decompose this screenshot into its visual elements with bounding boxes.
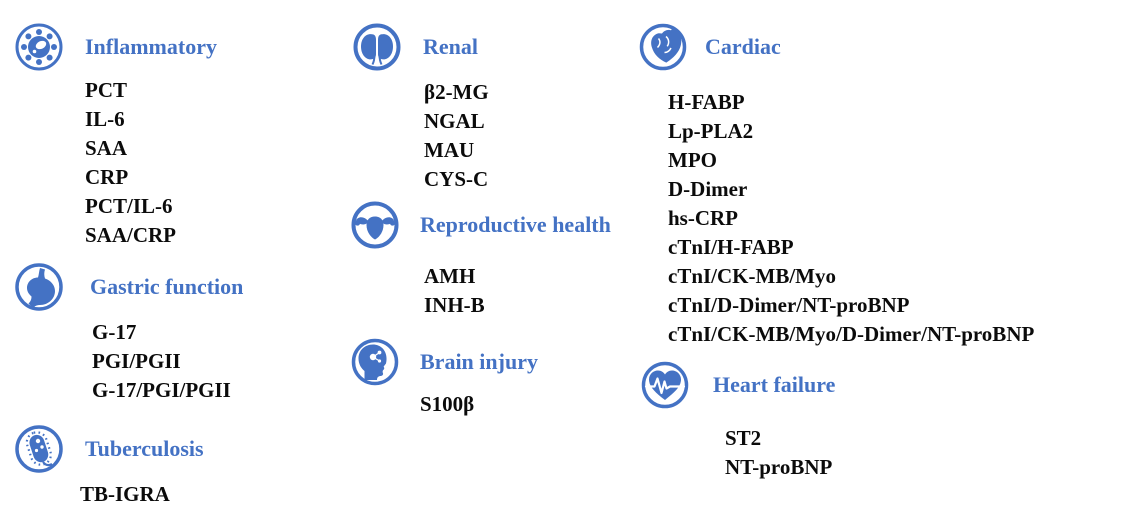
section-header bbox=[350, 200, 611, 250]
marker-item: MAU bbox=[424, 138, 475, 162]
marker-list bbox=[80, 480, 204, 509]
marker-item: cTnI/CK-MB/Myo/D-Dimer/NT-proBNP bbox=[668, 322, 1035, 346]
marker-list bbox=[668, 88, 1034, 349]
section-header bbox=[640, 360, 835, 410]
section-header bbox=[14, 424, 204, 474]
marker-item: cTnI/CK-MB/Myo bbox=[668, 264, 836, 288]
marker-item: MPO bbox=[668, 148, 717, 172]
section-header bbox=[14, 22, 217, 72]
section-tuberculosis bbox=[14, 424, 204, 509]
section-gastric-function bbox=[14, 262, 243, 405]
section-title: Renal bbox=[423, 34, 478, 59]
marker-item: cTnI/D-Dimer/NT-proBNP bbox=[668, 293, 910, 317]
marker-item: ST2 bbox=[725, 426, 762, 450]
uterus-icon bbox=[350, 200, 400, 250]
marker-list bbox=[420, 390, 538, 419]
heart-icon bbox=[638, 22, 688, 72]
section-reproductive-health bbox=[350, 200, 611, 320]
section-title: Reproductive health bbox=[420, 212, 611, 237]
marker-item: G-17 bbox=[92, 320, 137, 344]
marker-item: CRP bbox=[85, 165, 129, 189]
marker-list bbox=[424, 262, 611, 320]
marker-list bbox=[85, 76, 217, 250]
marker-item: PCT bbox=[85, 78, 127, 102]
head-brain-icon bbox=[350, 337, 400, 387]
marker-item: D-Dimer bbox=[668, 177, 748, 201]
stomach-icon bbox=[14, 262, 64, 312]
section-inflammatory bbox=[14, 22, 217, 250]
marker-list bbox=[424, 78, 489, 194]
marker-item: NT-proBNP bbox=[725, 455, 833, 479]
marker-item: hs-CRP bbox=[668, 206, 739, 230]
marker-item: G-17/PGI/PGII bbox=[92, 378, 231, 402]
virus-icon bbox=[14, 22, 64, 72]
bacteria-icon bbox=[14, 424, 64, 474]
marker-item: TB-IGRA bbox=[80, 482, 170, 506]
marker-item: Lp-PLA2 bbox=[668, 119, 754, 143]
section-title: Gastric function bbox=[90, 274, 244, 299]
marker-item: SAA bbox=[85, 136, 128, 160]
marker-item: PGI/PGII bbox=[92, 349, 181, 373]
section-title: Heart failure bbox=[713, 372, 836, 397]
section-title: Cardiac bbox=[705, 34, 781, 59]
section-header bbox=[350, 337, 538, 387]
marker-list bbox=[725, 424, 835, 482]
marker-item: AMH bbox=[424, 264, 476, 288]
marker-item: H-FABP bbox=[668, 90, 745, 114]
marker-item: NGAL bbox=[424, 109, 485, 133]
section-renal bbox=[352, 22, 489, 194]
marker-item: SAA/CRP bbox=[85, 223, 177, 247]
section-cardiac bbox=[638, 22, 1034, 349]
section-heart-failure bbox=[640, 360, 835, 482]
marker-item: cTnI/H-FABP bbox=[668, 235, 794, 259]
marker-item: IL-6 bbox=[85, 107, 125, 131]
marker-list bbox=[92, 318, 243, 405]
section-header bbox=[638, 22, 1034, 72]
section-title: Tuberculosis bbox=[85, 436, 204, 461]
section-title: Brain injury bbox=[420, 349, 538, 374]
kidneys-icon bbox=[352, 22, 402, 72]
section-header bbox=[352, 22, 489, 72]
section-title: Inflammatory bbox=[85, 34, 217, 59]
section-header bbox=[14, 262, 243, 312]
marker-item: PCT/IL-6 bbox=[85, 194, 173, 218]
marker-item: INH-B bbox=[424, 293, 485, 317]
marker-item: β2-MG bbox=[424, 80, 489, 104]
heart-ecg-icon bbox=[640, 360, 690, 410]
section-brain-injury bbox=[350, 337, 538, 419]
marker-item: S100β bbox=[420, 392, 475, 416]
marker-item: CYS-C bbox=[424, 167, 489, 191]
